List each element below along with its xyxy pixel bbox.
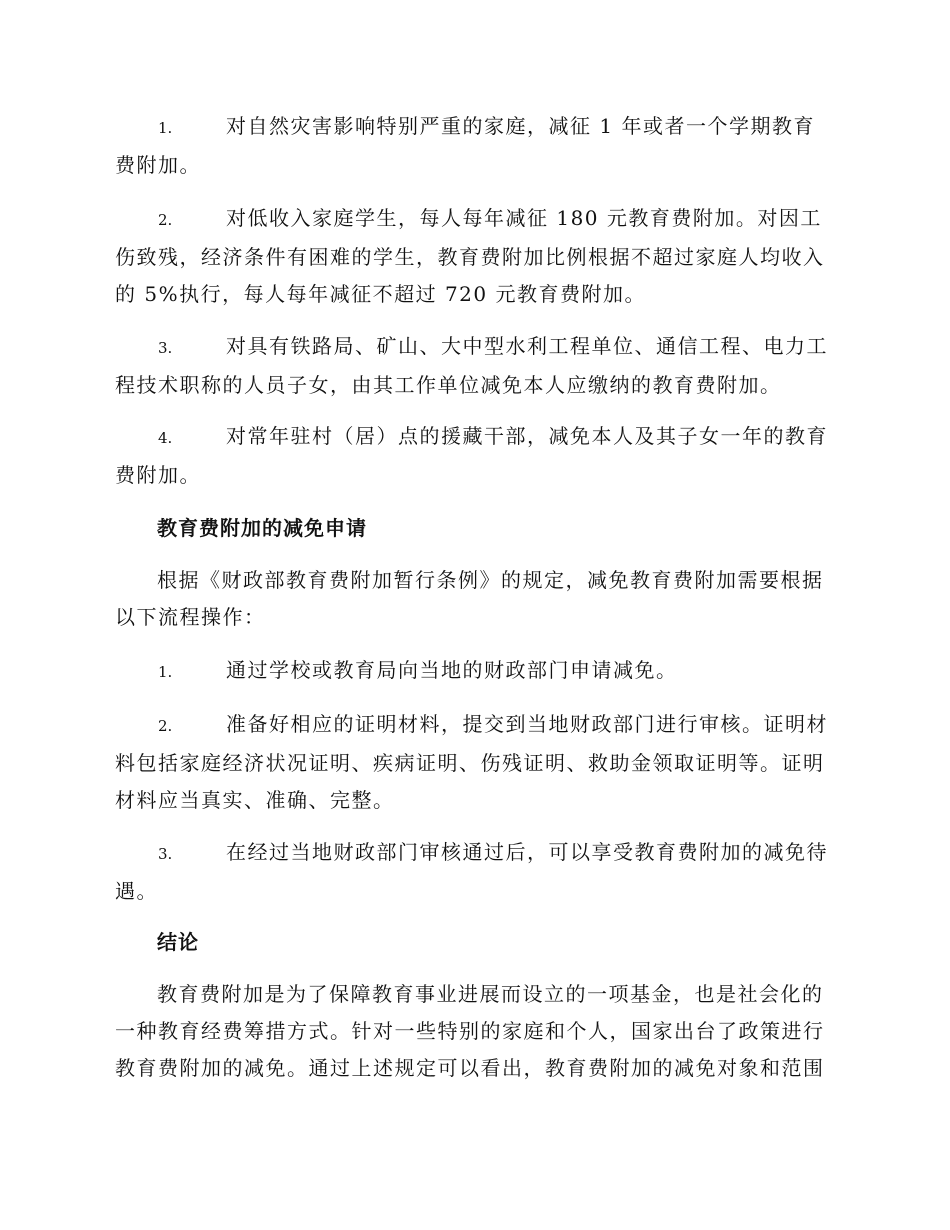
list-item-text: 对常年驻村（居）点的援藏干部，减免本人及其子女一年的教育费附加。	[115, 424, 828, 487]
section-intro-paragraph: 根据《财政部教育费附加暂行条例》的规定，减免教育费附加需要根据以下流程操作：	[115, 568, 824, 629]
list-item-text: 对低收入家庭学生，每人每年减征 180 元教育费附加。对因工伤致残，经济条件有困难的学生，教育费附加比例根据不超过家庭人均收入的 5%执行，每人每年减征不超过 720 元教育费附加。	[115, 206, 825, 306]
conclusion-paragraph: 教育费附加是为了保障教育事业进展而设立的一项基金，也是社会化的一种教育经费筹措方式。针对一些特别的家庭和个人，国家出台了政策进行教育费附加的减免。通过上述规定可以看出，教育费附加的减免对象和范围	[115, 982, 825, 1080]
list-item-text: 对具有铁路局、矿山、大中型水利工程单位、通信工程、电力工程技术职称的人员子女，由其工作单位减免本人应缴纳的教育费附加。	[115, 334, 828, 397]
list-item-number: 2.	[158, 717, 173, 735]
list-item	[115, 108, 835, 184]
list-item-number: 2.	[158, 211, 173, 229]
list-item-number: 1.	[158, 663, 173, 681]
list-item	[115, 834, 835, 910]
list-item-number: 1.	[158, 119, 173, 137]
list-item-number: 3.	[158, 845, 173, 863]
section-heading-application: 教育费附加的减免申请	[157, 516, 367, 540]
list-item-number: 3.	[158, 339, 173, 357]
list-item	[115, 328, 835, 404]
list-item	[115, 200, 835, 313]
section-heading-conclusion: 结论	[157, 930, 199, 954]
list-item-number: 4.	[158, 429, 173, 447]
list-item-text: 对自然灾害影响特别严重的家庭，减征 1 年或者一个学期教育费附加。	[115, 114, 815, 177]
list-item	[115, 652, 835, 691]
list-item	[115, 706, 835, 819]
list-item-text: 准备好相应的证明材料，提交到当地财政部门进行审核。证明材料包括家庭经济状况证明、疾病证明、伤残证明、救助金领取证明等。证明材料应当真实、准确、完整。	[115, 712, 828, 812]
list-item-text: 在经过当地财政部门审核通过后，可以享受教育费附加的减免待遇。	[115, 840, 828, 903]
list-item-text: 通过学校或教育局向当地的财政部门申请减免。	[226, 658, 678, 682]
list-item	[115, 418, 835, 494]
